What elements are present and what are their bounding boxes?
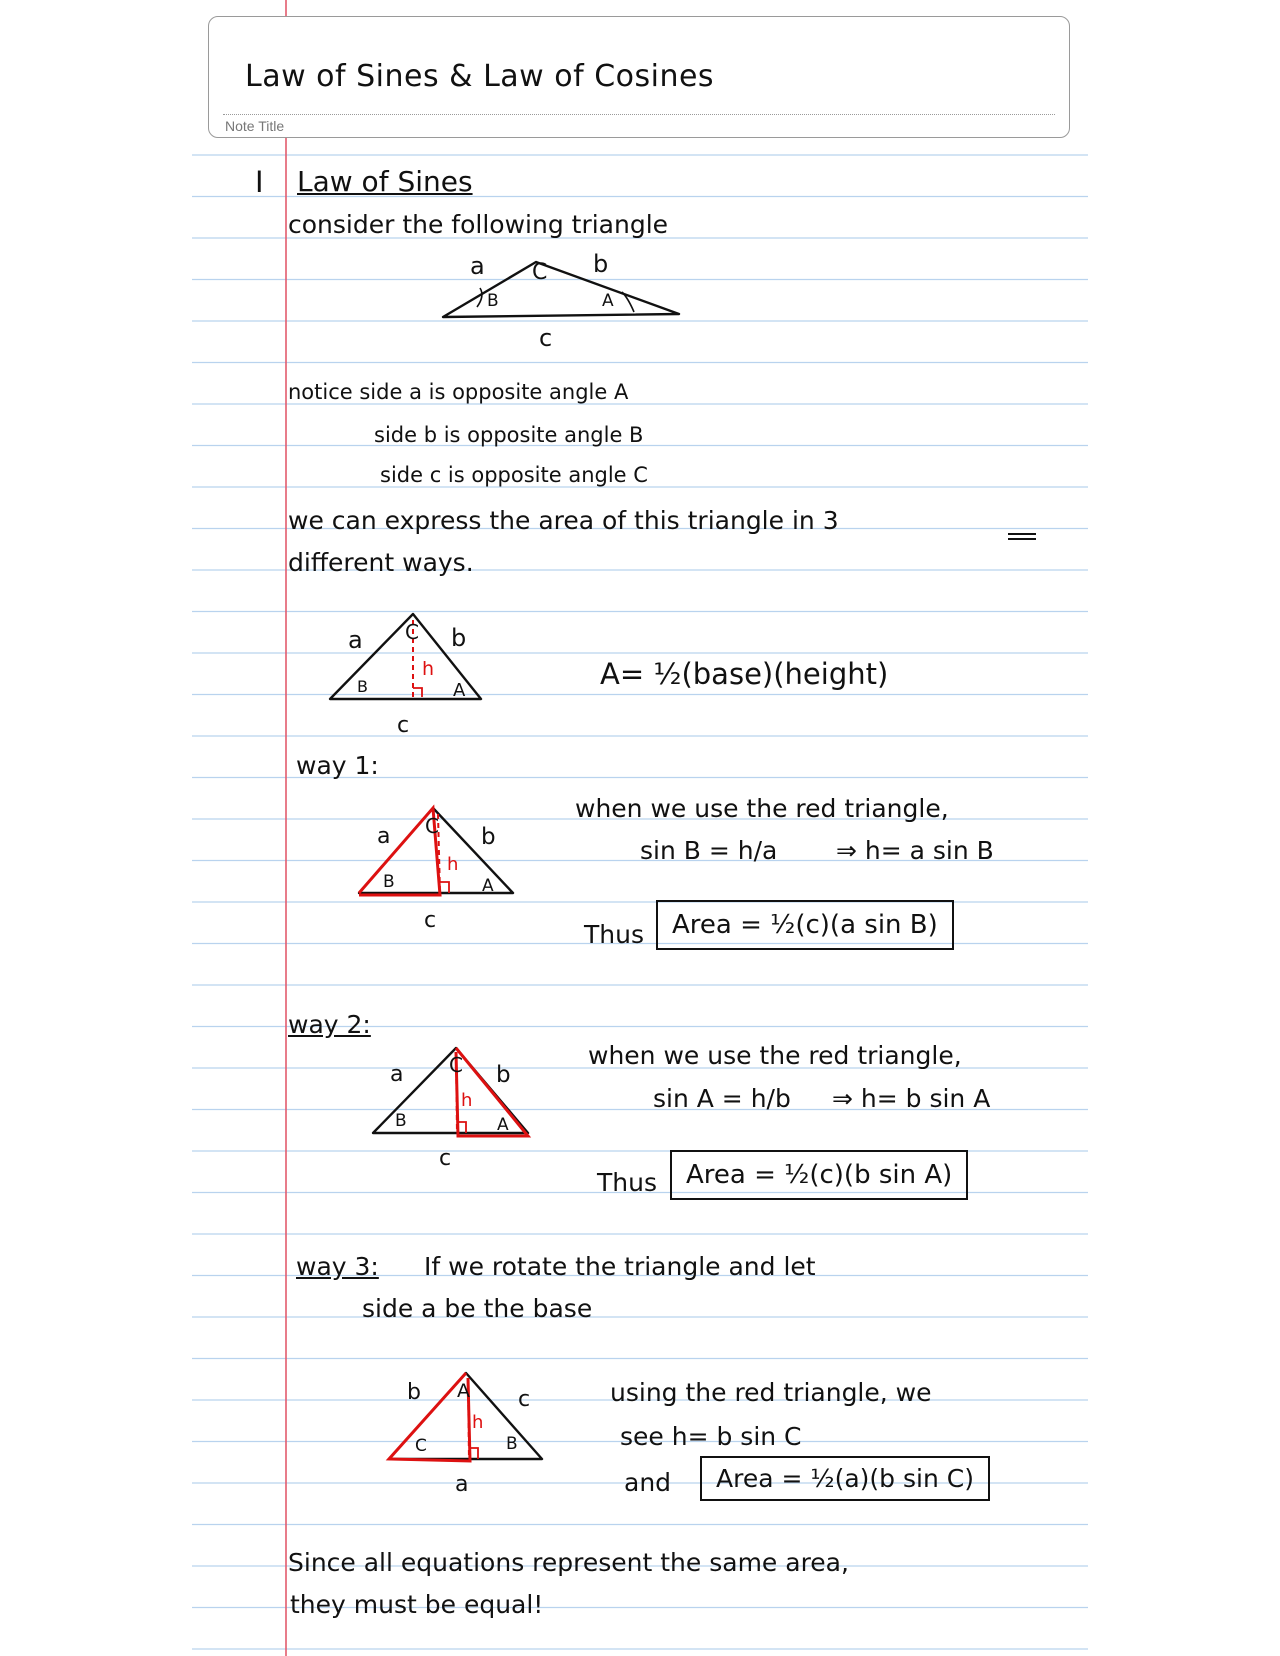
notice-line-1: notice side a is opposite angle A <box>288 380 629 404</box>
conclusion-line-2: they must be equal! <box>290 1590 544 1619</box>
way2-label-A: A <box>497 1115 509 1135</box>
intro-label-C: C <box>532 260 548 285</box>
way1-label-A: A <box>482 876 494 896</box>
way1-label-c: c <box>424 908 437 933</box>
area-label-h: h <box>422 658 435 680</box>
intro-label-b: b <box>593 250 609 278</box>
way1-result: Area = ½(c)(a sin B) <box>656 900 954 950</box>
way2-text: when we use the red triangle, <box>588 1041 962 1070</box>
area-label-C: C <box>405 620 419 644</box>
way3-result: Area = ½(a)(b sin C) <box>700 1456 990 1501</box>
way2-label-b: b <box>496 1062 511 1088</box>
way3-text-2: side a be the base <box>362 1294 593 1323</box>
way3-and: and <box>624 1468 672 1497</box>
way1-label-C: C <box>425 814 439 838</box>
way3-label-h: h <box>472 1412 484 1433</box>
way1-label: way 1: <box>296 751 379 780</box>
way2-sin-eq: sin A = h/b <box>653 1084 791 1113</box>
way2-result: Area = ½(c)(b sin A) <box>670 1150 968 1200</box>
area-label-a: a <box>348 626 363 654</box>
intro-label-A: A <box>602 291 614 311</box>
three-underline <box>1008 534 1036 539</box>
way1-sin-eq: sin B = h/a <box>640 836 778 865</box>
way2-thus: Thus <box>597 1168 657 1197</box>
intro-text: consider the following triangle <box>288 210 669 239</box>
area-intro-line-1: we can express the area of this triangle in 3 <box>288 506 839 535</box>
intro-label-c: c <box>539 324 553 352</box>
way3-text-1: If we rotate the triangle and let <box>424 1252 816 1281</box>
intro-label-B: B <box>487 291 499 311</box>
area-label-b: b <box>451 624 467 652</box>
intro-label-a: a <box>470 252 485 280</box>
note-title-label: Note Title <box>225 118 285 134</box>
way2-label-B: B <box>395 1111 407 1131</box>
note-title-box[interactable] <box>208 16 1070 138</box>
way3-label-A: A <box>457 1380 470 1402</box>
notice-line-2: side b is opposite angle B <box>374 423 644 447</box>
way2-implies: ⇒ h= b sin A <box>832 1084 991 1113</box>
area-formula: A= ½(base)(height) <box>600 657 889 691</box>
way3-label-C: C <box>415 1436 427 1456</box>
way3-label-B: B <box>506 1434 518 1454</box>
way1-text: when we use the red triangle, <box>575 794 949 823</box>
way3-label-b: b <box>407 1380 421 1405</box>
area-label-B: B <box>357 677 368 696</box>
way1-thus: Thus <box>584 920 644 949</box>
way3-label: way 3: <box>296 1252 379 1281</box>
way1-implies: ⇒ h= a sin B <box>836 836 994 865</box>
way2-label-h: h <box>461 1090 473 1111</box>
way2-label: way 2: <box>288 1010 371 1039</box>
area-label-c: c <box>397 713 410 738</box>
way1-label-B: B <box>383 872 395 892</box>
title-divider <box>223 114 1055 115</box>
way2-label-C: C <box>449 1053 463 1077</box>
area-intro-line-2: different ways. <box>288 548 474 577</box>
way3-label-c: c <box>518 1387 531 1412</box>
way1-label-b: b <box>481 824 496 850</box>
way1-label-a: a <box>377 824 391 849</box>
area-label-A: A <box>453 680 466 701</box>
conclusion-line-1: Since all equations represent the same area, <box>288 1548 849 1577</box>
section-heading: Law of Sines <box>297 165 473 198</box>
way3-see: see h= b sin C <box>620 1422 802 1451</box>
way1-label-h: h <box>447 854 459 875</box>
way3-label-a: a <box>455 1472 469 1497</box>
page-title: Law of Sines & Law of Cosines <box>245 59 715 94</box>
way3-using: using the red triangle, we <box>610 1378 932 1407</box>
section-numeral: I <box>255 165 264 199</box>
notice-line-3: side c is opposite angle C <box>380 463 648 487</box>
way2-label-c: c <box>439 1146 452 1171</box>
way2-label-a: a <box>390 1062 404 1087</box>
